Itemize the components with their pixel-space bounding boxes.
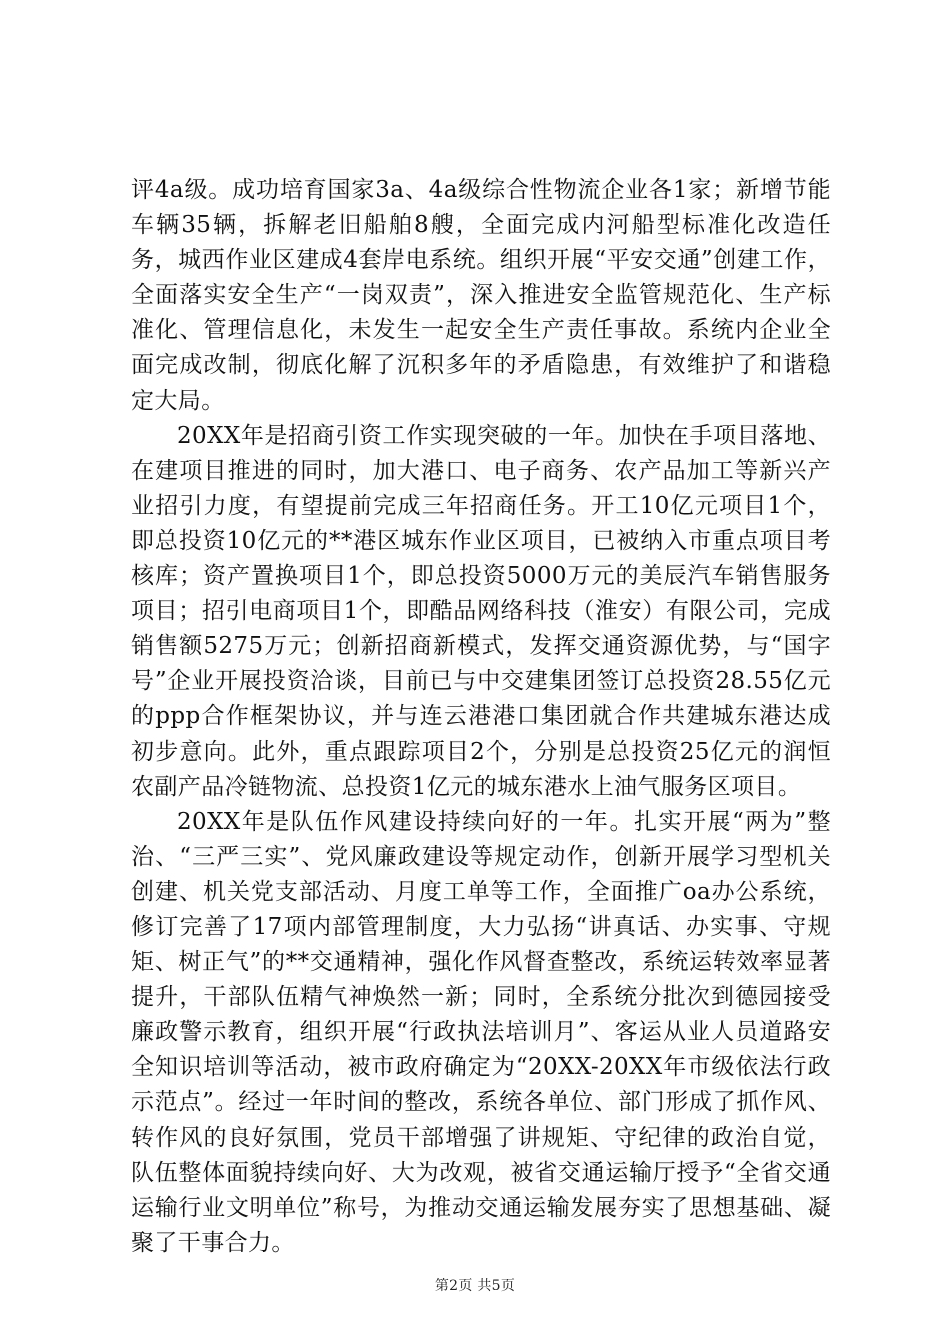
paragraph-team-conduct: 20XX年是队伍作风建设持续向好的一年。扎实开展“两为”整治、“三严三实”、党风廉政建设等规定动作，创新开展学习型机关创建、机关党支部活动、月度工单等工作，全面推广oa办公系统，修订完善了17项内部管理制度，大力弘扬“讲真话、办实事、守规矩、树正气”的**交通精神，强化作风督查整改，系统运转效率显著提升，干部队伍精气神焕然一新；同时，全系统分批次到德园接受廉政警示教育，组织开展“行政执法培训月”、客运从业人员道路安全知识培训等活动，被市政府确定为“20XX-20XX年市级依法行政示范点”。经过一年时间的整改，系统各单位、部门形成了抓作风、转作风的良好氛围，党员干部增强了讲规矩、守纪律的政治自觉，队伍整体面貌持续向好、大为改观，被省交通运输厅授予“全省交通运输行业文明单位”称号，为推动交通运输发展夯实了思想基础、凝聚了干事合力。 (131, 808, 831, 1256)
paragraph-continued: 评4a级。成功培育国家3a、4a级综合性物流企业各1家；新增节能车辆35辆，拆解老旧船舶8艘，全面完成内河船型标准化改造任务，城西作业区建成4套岸电系统。组织开展“平安交通”创建工作，全面落实安全生产“一岗双责”，深入推进安全监管规范化、生产标准化、管理信息化，未发生一起安全生产责任事故。系统内企业全面完成改制，彻底化解了沉积多年的矛盾隐患，有效维护了和谐稳定大局。 (131, 177, 831, 414)
page-number-footer: 第2页 共5页 (434, 1278, 516, 1294)
document-body (131, 173, 831, 1261)
paragraph-investment: 20XX年是招商引资工作实现突破的一年。加快在手项目落地、在建项目推进的同时，加大港口、电子商务、农产品加工等新兴产业招引力度，有望提前完成三年招商任务。开工10亿元项目1个，即总投资10亿元的**港区城东作业区项目，已被纳入市重点项目考核库；资产置换项目1个，即总投资5000万元的美辰汽车销售服务项目；招引电商项目1个，即酷品网络科技（淮安）有限公司，完成销售额5275万元；创新招商新模式，发挥交通资源优势，与“国字号”企业开展投资洽谈，目前已与中交建集团签订总投资28.55亿元的ppp合作框架协议，并与连云港港口集团就合作共建城东港达成初步意向。此外，重点跟踪项目2个，分别是总投资25亿元的润恒农副产品冷链物流、总投资1亿元的城东港水上油气服务区项目。 (131, 422, 831, 800)
